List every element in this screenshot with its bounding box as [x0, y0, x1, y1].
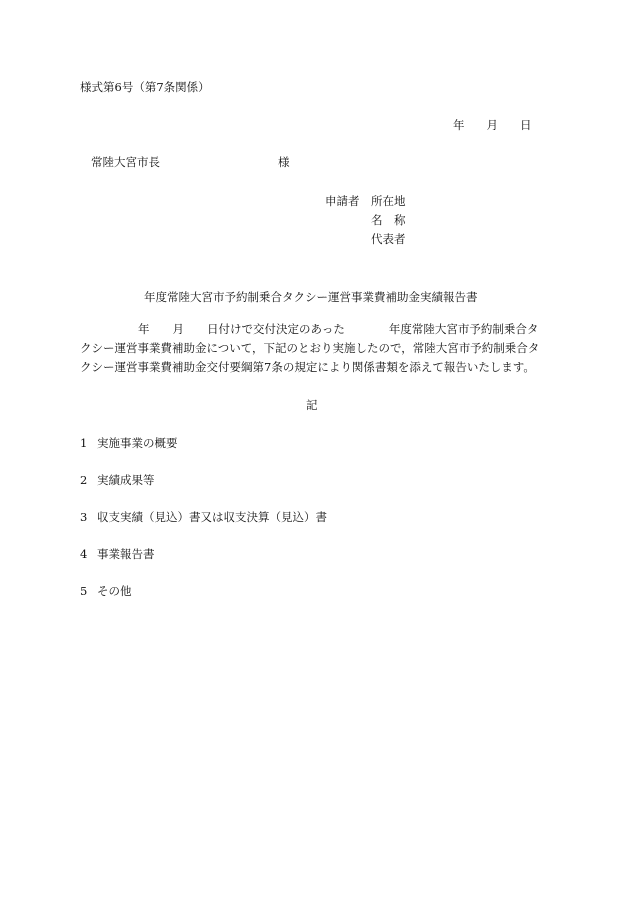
applicant-representative-label: 代表者 — [371, 232, 406, 246]
applicant-heading: 申請者 — [325, 194, 360, 208]
date-line — [453, 118, 532, 132]
list-item: 2 実績成果等 — [80, 473, 155, 487]
applicant-name-label: 名 称 — [371, 213, 406, 227]
applicant-address-label: 所在地 — [371, 194, 406, 208]
list-item: 5 その他 — [80, 584, 132, 598]
applicant-block — [325, 192, 406, 249]
list-item: 4 事業報告書 — [80, 547, 155, 561]
ki-heading: 記 — [306, 398, 318, 412]
list-item: 1 実施事業の概要 — [80, 436, 178, 450]
body-notice: 日付けで交付決定のあった — [207, 322, 345, 336]
addressee-honorific: 様 — [278, 155, 290, 169]
body-line-2: クシー運営事業費補助金について，下記のとおり実施したので，常陸大宮市予約制乗合タ — [80, 341, 540, 355]
form-number: 様式第6号（第7条関係） — [80, 80, 210, 94]
date-month: 月 — [486, 118, 498, 132]
addressee — [91, 155, 290, 169]
list-item: 3 収支実績（見込）書又は収支決算（見込）書 — [80, 510, 327, 524]
body-year: 年 — [138, 322, 150, 336]
date-year: 年 — [453, 118, 465, 132]
body-paragraph — [80, 320, 548, 377]
body-month: 月 — [172, 322, 184, 336]
body-line1-tail: 年度常陸大宮市予約制乗合タ — [388, 322, 539, 336]
document-title: 年度常陸大宮市予約制乗合タクシー運営事業費補助金実績報告書 — [144, 290, 478, 304]
date-day: 日 — [520, 118, 532, 132]
addressee-name: 常陸大宮市長 — [91, 155, 160, 169]
body-line-3: クシー運営事業費補助金交付要綱第7条の規定により関係書類を添えて報告いたします。 — [80, 360, 535, 374]
